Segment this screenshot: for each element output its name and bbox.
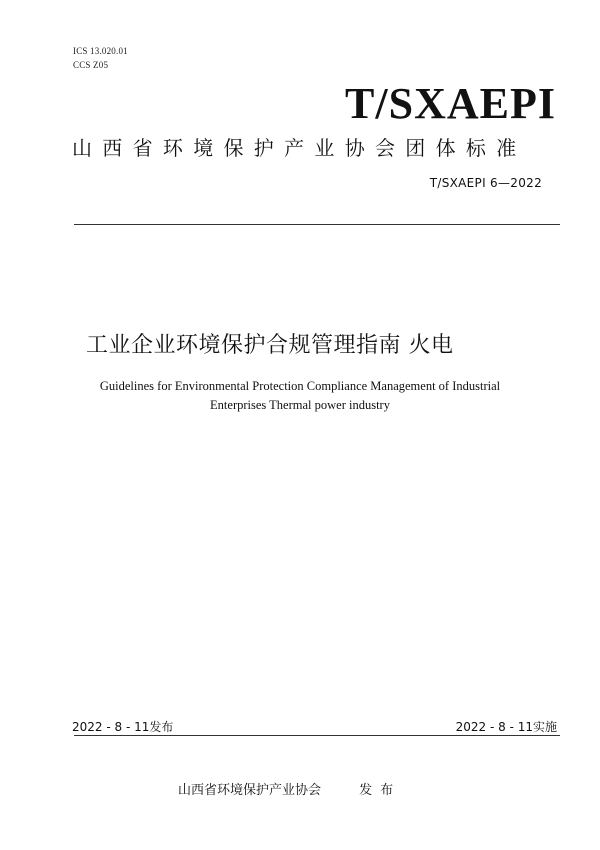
title-english-line-1: Guidelines for Environmental Protection Compliance Management of Industrial xyxy=(99,379,501,393)
publish-label: 发布 xyxy=(359,783,402,798)
implementation-date: 2022 - 8 - 11实施 xyxy=(455,720,557,734)
ccs-code: CCS Z05 xyxy=(73,60,109,70)
ics-code: ICS 13.020.01 xyxy=(73,46,128,56)
title-english xyxy=(60,377,540,415)
footer-divider xyxy=(74,735,560,736)
title-chinese: 工业企业环境保护合规管理指南 火电 xyxy=(86,333,454,358)
standard-number: T/SXAEPI 6—2022 xyxy=(429,176,542,190)
organization-code: T/SXAEPI xyxy=(345,79,556,128)
title-english-line-2: Enterprises Thermal power industry xyxy=(210,398,390,412)
issue-date: 2022 - 8 - 11发布 xyxy=(72,720,174,734)
publisher-name: 山西省环境保护产业协会 xyxy=(178,783,322,798)
publisher-line xyxy=(178,779,401,798)
standard-type-title: 山西省环境保护产业协会团体标准 xyxy=(72,136,527,160)
header-divider xyxy=(74,224,560,225)
